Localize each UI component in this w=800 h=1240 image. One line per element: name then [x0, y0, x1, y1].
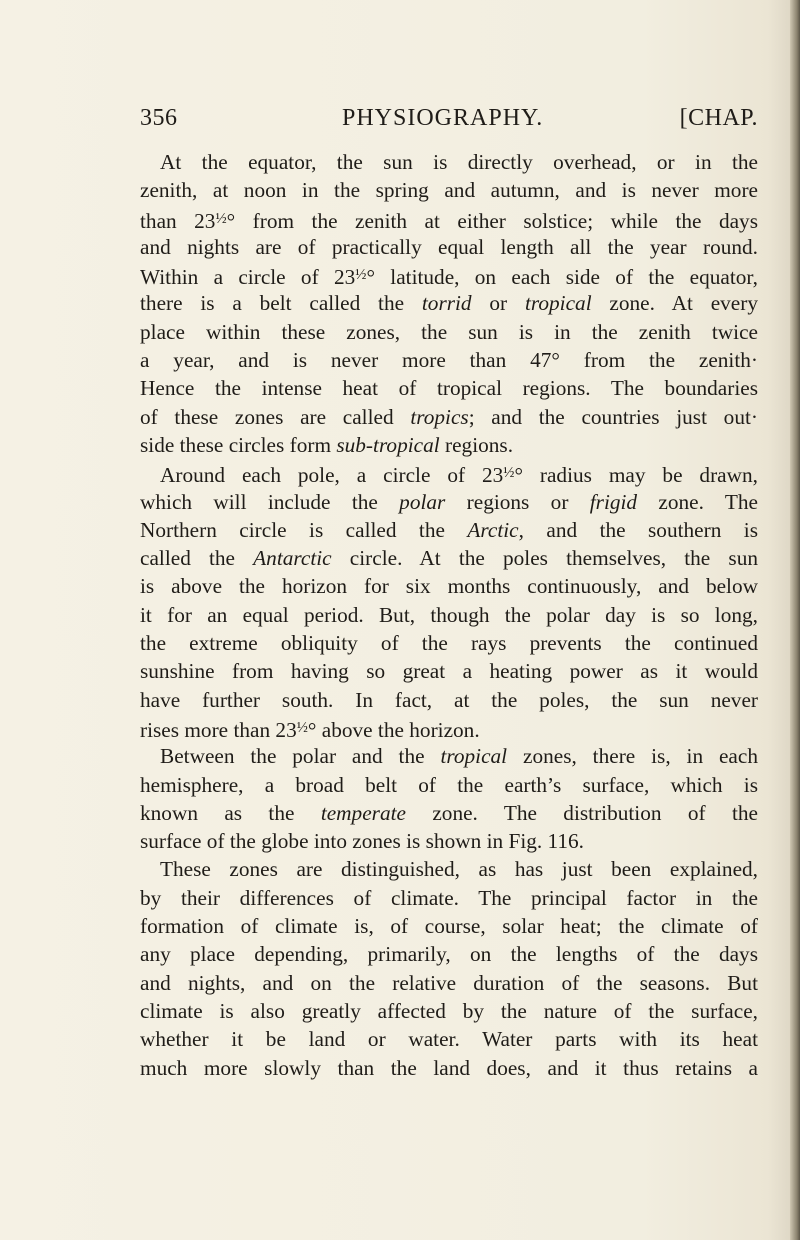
- text-line: than $23^{\frac{1}{2}}^\circ$ from the zenith at either solstice; while the days: [140, 208, 758, 233]
- text-line: These zones are distinguished, as has just been explained,: [160, 857, 758, 882]
- text-line: Around each pole, a circle of $23^{\frac{1}{2}}^\circ$ radius may be drawn,: [160, 463, 758, 488]
- chapter-label: [CHAP.: [679, 105, 758, 131]
- text-line: known as the temperate zone. The distribution of the: [140, 800, 758, 825]
- page-edge-shadow: [790, 0, 800, 1240]
- text-line: much more slowly than the land does, and it thus retains a: [140, 1055, 758, 1080]
- text-line: called the Antarctic circle. At the poles themselves, the sun: [140, 546, 758, 571]
- running-title: PHYSIOGRAPHY.: [342, 105, 544, 131]
- text-line: sunshine from having so great a heating power as it would: [140, 659, 758, 684]
- text-line: whether it be land or water. Water parts with its heat: [140, 1027, 758, 1052]
- text-line: there is a belt called the torrid or tropical zone. At every: [140, 291, 758, 316]
- text-line: have further south. In fact, at the poles, the sun never: [140, 687, 758, 712]
- text-line: a year, and is never more than 47° from the zenith·: [140, 348, 758, 373]
- text-line: by their differences of climate. The principal factor in the: [140, 885, 758, 910]
- text-line: is above the horizon for six months continuously, and below: [140, 574, 758, 599]
- text-line: and nights, and on the relative duration of the seasons. But: [140, 970, 758, 995]
- text-line: Northern circle is called the Arctic, and the southern is: [140, 517, 759, 542]
- text-line: of these zones are called tropics; and the countries just out·: [140, 404, 758, 429]
- text-line: Within a circle of $23^{\frac{1}{2}}^\circ$ latitude, on each side of the equator,: [140, 265, 758, 290]
- running-header: [140, 105, 758, 135]
- text-line: side these circles form sub-tropical regions.: [140, 432, 514, 457]
- text-line: Between the polar and the tropical zones, there is, in each: [160, 744, 758, 769]
- text-line: At the equator, the sun is directly overhead, or in the: [160, 150, 758, 174]
- text-line: surface of the globe into zones is shown in Fig. 116.: [140, 829, 585, 854]
- text-line: formation of climate is, of course, solar heat; the climate of: [140, 914, 758, 939]
- text-line: hemisphere, a broad belt of the earth’s surface, which is: [140, 772, 758, 797]
- page-number: 356: [140, 105, 178, 131]
- text-line: and nights are of practically equal length all the year round.: [140, 234, 758, 259]
- text-line: Hence the intense heat of tropical regions. The boundaries: [140, 376, 758, 401]
- text-line: climate is also greatly affected by the nature of the surface,: [140, 998, 758, 1023]
- text-line: which will include the polar regions or frigid zone. The: [140, 489, 758, 514]
- text-line: it for an equal period. But, though the polar day is so long,: [140, 602, 758, 627]
- body-text: [140, 148, 758, 1082]
- text-line: place within these zones, the sun is in the zenith twice: [140, 319, 758, 344]
- text-line: rises more than $23^{\frac{1}{2}}^\circ$ above the horizon.: [140, 718, 480, 743]
- text-line: the extreme obliquity of the rays prevents the continued: [140, 631, 758, 656]
- text-line: any place depending, primarily, on the lengths of the days: [140, 942, 758, 967]
- text-line: zenith, at noon in the spring and autumn, and is never more: [140, 178, 758, 203]
